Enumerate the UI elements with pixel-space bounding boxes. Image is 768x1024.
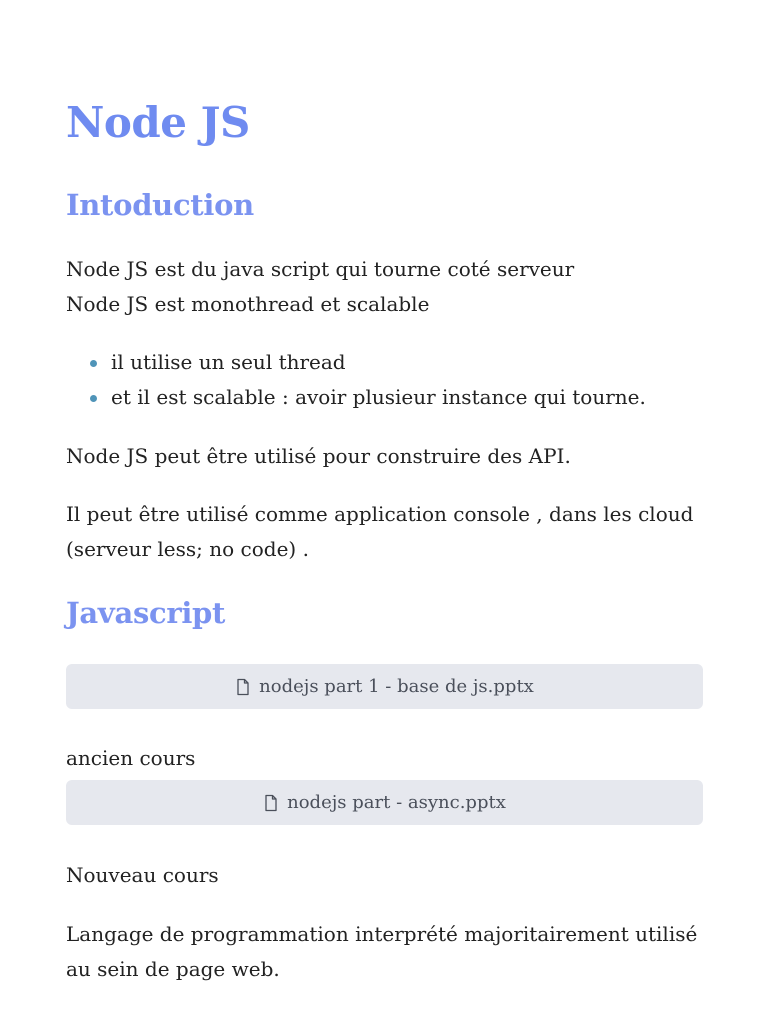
file1-caption: ancien cours: [66, 746, 196, 770]
language-paragraph-line-2: au sein de page web.: [66, 957, 280, 981]
api-paragraph: Node JS peut être utilisé pour construire des API.: [66, 444, 571, 468]
list-item: [66, 380, 703, 415]
list-item-text: et il est scalable : avoir plusieur instance qui tourne.: [111, 385, 646, 409]
intro-line-2: Node JS est monothread et scalable: [66, 292, 430, 316]
file-name: nodejs part - async.pptx: [287, 792, 506, 813]
file-name: nodejs part 1 - base de js.pptx: [259, 676, 534, 697]
list-item: [66, 345, 703, 380]
file-attachment-async[interactable]: [66, 780, 703, 825]
file-icon: [263, 794, 279, 812]
language-paragraph-line-1: Langage de programmation interprété majoritairement utilisé: [66, 922, 698, 946]
intro-bullet-list: [66, 345, 703, 415]
bullet-icon: [90, 395, 97, 402]
heading-javascript: Javascript: [66, 596, 226, 630]
file2-caption: Nouveau cours: [66, 863, 219, 887]
list-item-text: il utilise un seul thread: [111, 350, 346, 374]
page-title: Node JS: [66, 98, 250, 147]
file-attachment-base-js[interactable]: [66, 664, 703, 709]
heading-introduction: Intoduction: [66, 188, 254, 222]
console-paragraph-line-1: Il peut être utilisé comme application console , dans les cloud: [66, 502, 694, 526]
intro-line-1: Node JS est du java script qui tourne coté serveur: [66, 257, 575, 281]
bullet-icon: [90, 360, 97, 367]
console-paragraph-line-2: (serveur less; no code) .: [66, 537, 309, 561]
file-icon: [235, 678, 251, 696]
